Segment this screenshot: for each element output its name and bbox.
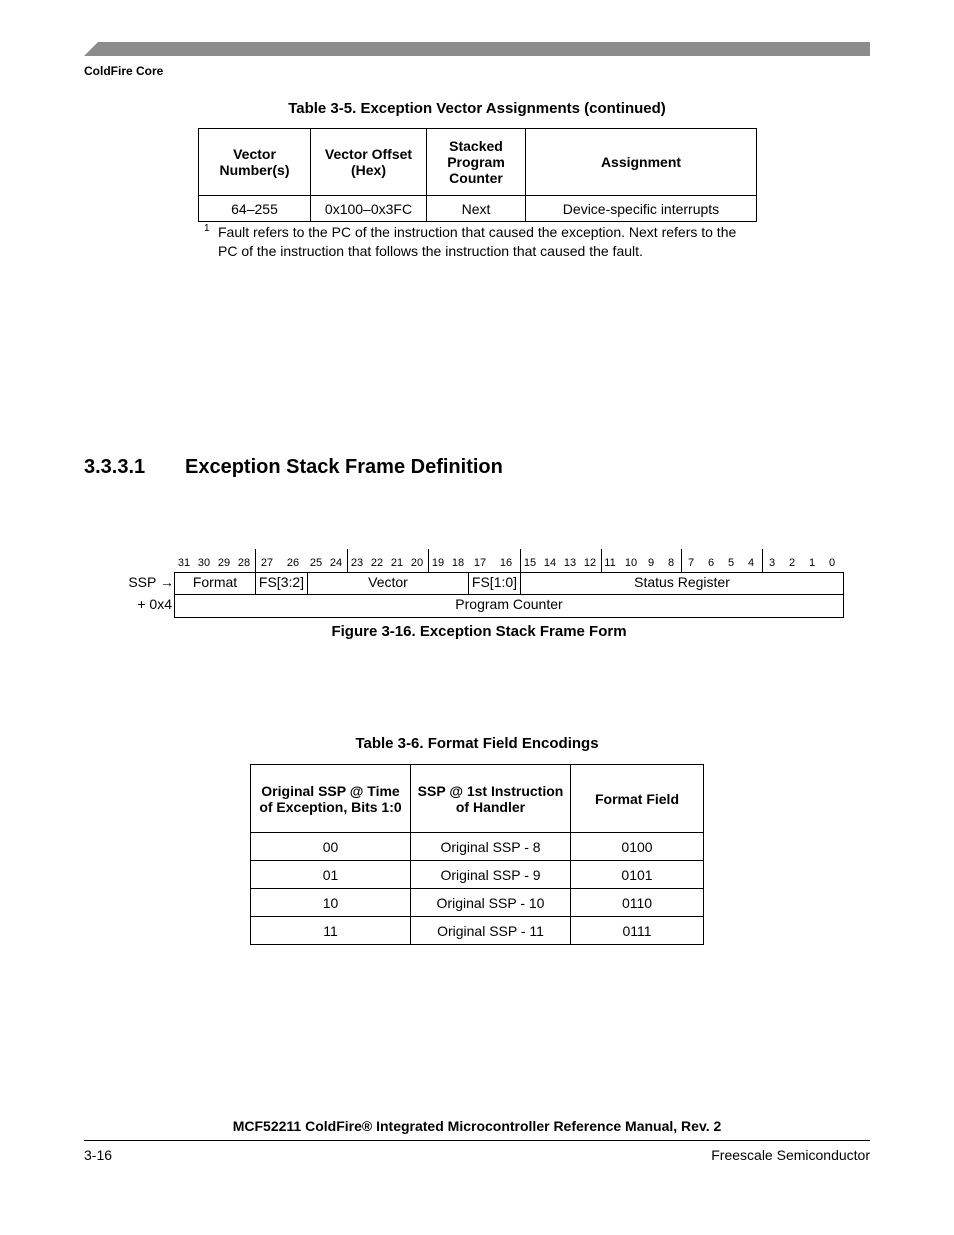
table-cell: 64–255: [199, 196, 311, 222]
bit-number: 5: [727, 557, 735, 569]
fs10-field: FS[1:0]: [471, 574, 518, 590]
footnote-marker: 1: [204, 223, 210, 234]
figure-3-16-caption: Figure 3-16. Exception Stack Frame Form: [331, 623, 627, 640]
bit-number: 1: [808, 557, 816, 569]
bit-number: 19: [431, 557, 445, 569]
nibble-tick: [601, 549, 602, 572]
table-header-cell: Stacked Program Counter: [427, 129, 526, 196]
table-header-cell: Assignment: [526, 129, 757, 196]
nibble-tick: [681, 549, 682, 572]
table-cell: 00: [251, 833, 411, 861]
bit-number: 10: [624, 557, 638, 569]
bit-number: 11: [604, 557, 616, 569]
bit-number: 24: [329, 557, 343, 569]
bit-number: 9: [647, 557, 655, 569]
footer-manual-title: MCF52211 ColdFire® Integrated Microcontroller Reference Manual, Rev. 2: [232, 1118, 722, 1134]
nibble-tick: [520, 549, 521, 572]
table-3-5-caption: Table 3-5. Exception Vector Assignments (continued): [288, 100, 666, 117]
bit-number: 4: [747, 557, 755, 569]
running-header: ColdFire Core: [84, 64, 164, 78]
bit-number: 6: [707, 557, 715, 569]
table-cell: Original SSP - 10: [411, 889, 571, 917]
bit-number: 22: [370, 557, 384, 569]
bit-number: 17: [473, 557, 487, 569]
bit-number: 23: [350, 557, 364, 569]
nibble-tick: [255, 549, 256, 572]
table-cell: 10: [251, 889, 411, 917]
vector-field: Vector: [368, 574, 408, 590]
program-counter-field: Program Counter: [455, 596, 563, 612]
section-heading: [84, 456, 503, 479]
table-cell: 0111: [571, 917, 704, 945]
table-3-6: [250, 764, 704, 945]
bit-number: 28: [237, 557, 251, 569]
footer-rule: [84, 1140, 870, 1141]
bit-number: 29: [217, 557, 231, 569]
table-row: [251, 889, 704, 917]
table-cell: Original SSP - 8: [411, 833, 571, 861]
table-cell: 0100: [571, 833, 704, 861]
table-cell: Original SSP - 11: [411, 917, 571, 945]
table-header-cell: SSP @ 1st Instruction of Handler: [411, 765, 571, 833]
bit-number: 26: [286, 557, 300, 569]
bit-number: 25: [309, 557, 323, 569]
bit-number: 14: [543, 557, 557, 569]
table-header-cell: Vector Number(s): [199, 129, 311, 196]
table-cell: Original SSP - 9: [411, 861, 571, 889]
nibble-tick: [762, 549, 763, 572]
table-row: [251, 917, 704, 945]
bit-number: 30: [197, 557, 211, 569]
bit-number: 12: [583, 557, 597, 569]
nibble-tick: [428, 549, 429, 572]
bit-number: 27: [260, 557, 274, 569]
bit-number: 13: [563, 557, 577, 569]
table-cell: 0x100–0x3FC: [311, 196, 427, 222]
table-row: [199, 196, 757, 222]
offset-row-label: + 0x4: [137, 596, 172, 612]
section-number: 3.3.3.1: [84, 456, 146, 478]
table-header-cell: Format Field: [571, 765, 704, 833]
table-row: [251, 833, 704, 861]
bit-number: 2: [788, 557, 796, 569]
format-field: Format: [192, 574, 238, 590]
bit-number: 31: [177, 557, 191, 569]
table-cell: 01: [251, 861, 411, 889]
bit-number: 3: [768, 557, 776, 569]
ssp-row-label: SSP →: [128, 574, 174, 590]
header-bar: [84, 42, 870, 56]
bit-number: 0: [828, 557, 836, 569]
table-header-cell: Original SSP @ Time of Exception, Bits 1:0: [251, 765, 411, 833]
nibble-tick: [347, 549, 348, 572]
table-cell: 11: [251, 917, 411, 945]
section-title: Exception Stack Frame Definition: [185, 456, 503, 478]
fs32-field: FS[3:2]: [258, 574, 305, 590]
bit-number: 7: [687, 557, 695, 569]
bit-number: 21: [390, 557, 404, 569]
table-cell: Next: [427, 196, 526, 222]
table-row: [251, 861, 704, 889]
table-cell: 0110: [571, 889, 704, 917]
bit-number: 15: [523, 557, 537, 569]
table-header-cell: Vector Offset (Hex): [311, 129, 427, 196]
table-3-6-caption: Table 3-6. Format Field Encodings: [355, 735, 599, 752]
table-cell: Device-specific interrupts: [526, 196, 757, 222]
table-3-5: [198, 128, 757, 222]
table-footnote: Fault refers to the PC of the instruction that caused the exception. Next refers to the PC of the instruction that follows the instruction that caused the fault.: [218, 224, 737, 259]
company-name: Freescale Semiconductor: [711, 1147, 870, 1163]
bit-number: 16: [499, 557, 513, 569]
bit-number: 18: [451, 557, 465, 569]
page-number: 3-16: [84, 1147, 113, 1163]
bit-number: 20: [410, 557, 424, 569]
table-cell: 0101: [571, 861, 704, 889]
status-register-field: Status Register: [634, 574, 730, 590]
bit-number: 8: [667, 557, 675, 569]
